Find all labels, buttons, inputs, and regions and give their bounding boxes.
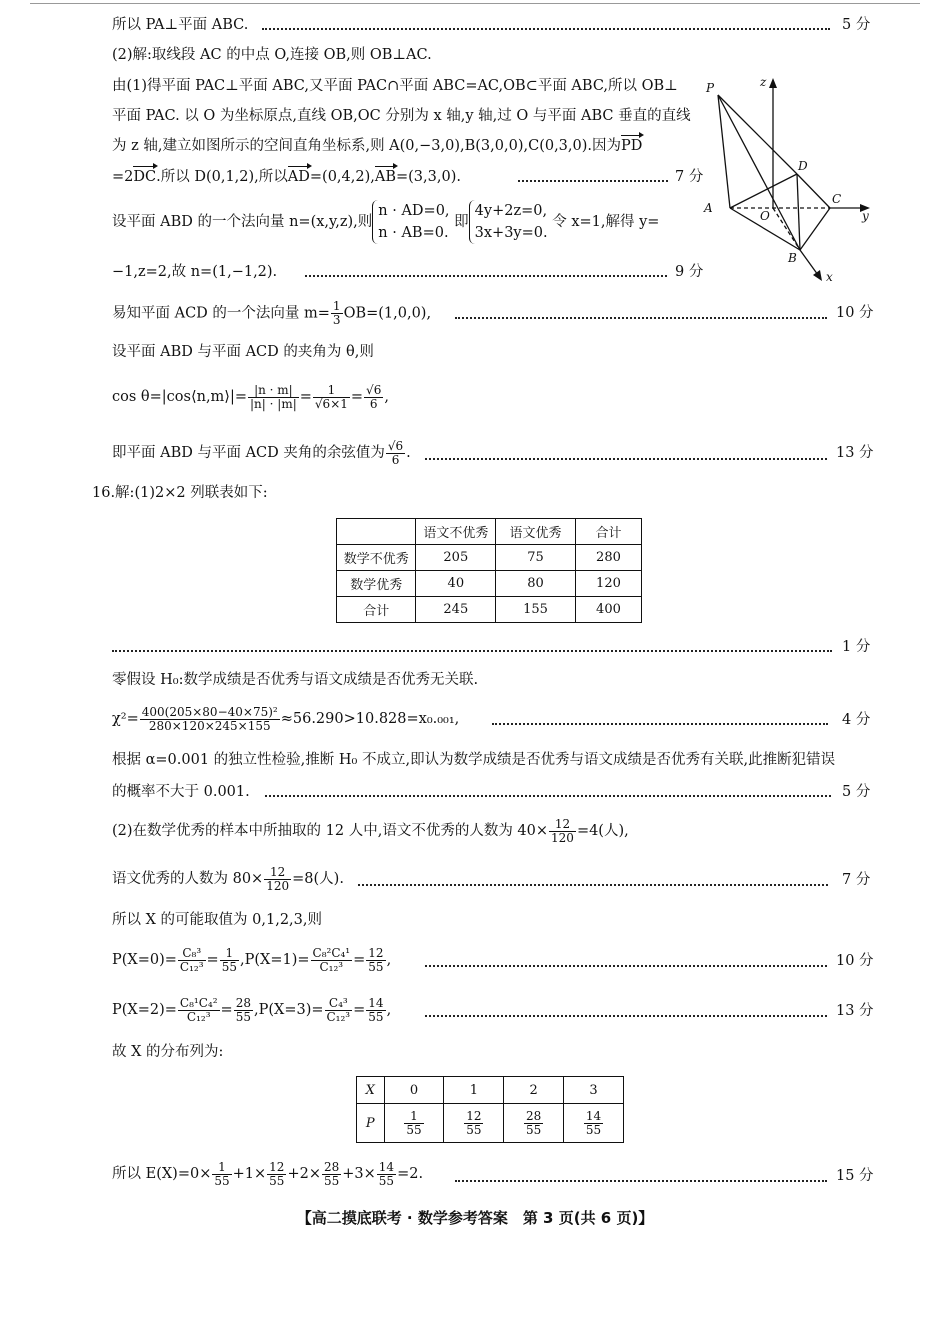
table-cell: [444, 1104, 504, 1143]
fraction: [366, 997, 385, 1024]
equation-system-1: [372, 200, 449, 244]
text: (2)在数学优秀的样本中所抽取的 12 人中,语文不优秀的人数为 40×: [112, 823, 549, 839]
denominator: 3: [332, 313, 341, 327]
line-pa-perp: 所以 PA⊥平面 ABC.: [112, 17, 249, 33]
fraction: [220, 947, 239, 974]
denominator: 55: [526, 1122, 542, 1137]
line-hypothesis: 零假设 H₀:数学成绩是否优秀与语文成绩是否优秀无关联.: [112, 672, 479, 688]
dot-leader: [492, 723, 828, 725]
score-7: 7 分: [675, 169, 704, 185]
score-7b: 7 分: [842, 872, 871, 888]
line-cos-result: 即平面 ABD 与平面 ACD 夹角的余弦值为 $\frac{√6}{6}$ .: [112, 438, 411, 467]
table-cell: 3: [564, 1077, 624, 1104]
table-row-x: [357, 1077, 624, 1104]
table-cell: 400: [575, 597, 641, 623]
label-d: D: [798, 159, 808, 173]
line-points: [112, 136, 642, 156]
fraction: [267, 1161, 286, 1188]
line-chi-square: [112, 704, 459, 734]
line-p23: P(X=2)= $\frac{\text{C₈¹C₄²}}{\text{C₁₂³}}$ = $\frac{28}{55}$ ,P(X=3)= $\frac{\text{C₄³}}{\text{C₁₂³}}$ = $\frac{14}{55}$ ,: [112, 995, 392, 1024]
distribution-table: [356, 1076, 624, 1143]
score-5b: 5 分: [842, 784, 871, 800]
text: cos θ=|cos⟨n,m⟩|=: [112, 389, 248, 405]
numerator: C₈¹C₄²: [179, 995, 218, 1010]
fraction: [140, 706, 280, 733]
table-cell: [384, 1104, 444, 1143]
line-coordinate: 平面 PAC. 以 O 为坐标原点,直线 OB,OC 分别为 x 轴,y 轴,过 O 与平面 ABC 垂直的直线: [112, 108, 691, 124]
numerator: |n · m|: [248, 384, 299, 398]
table-cell: 205: [416, 545, 496, 571]
fraction: [331, 300, 343, 327]
denominator: 55: [269, 1173, 285, 1188]
line-p01: P(X=0)= $\frac{\text{C₈³}}{\text{C₁₂³}}$ = $\frac{1}{55}$ ,P(X=1)= $\frac{\text{C₈²C₄¹}}{\text{C₁₂³}}$ = $\frac{12}{55}$ ,: [112, 945, 392, 974]
line-sample-1: [112, 816, 629, 846]
denominator: 55: [585, 1122, 602, 1137]
vector-eq-text: .所以 D(0,1,2),所以: [156, 169, 288, 185]
dot-leader: [425, 965, 827, 967]
fraction: [264, 866, 291, 893]
numerator: 28: [235, 995, 251, 1010]
fraction: [178, 997, 220, 1024]
numerator: 14: [585, 1108, 602, 1123]
points-text: 为 z 轴,建立如图所示的空间直角坐标系,则 A(0,−3,0),B(3,0,0),C(0,3,0).因为: [112, 138, 622, 154]
table-cell: 1: [444, 1077, 504, 1104]
numerator: √6: [366, 382, 382, 397]
numerator: 1: [212, 1161, 231, 1175]
line-plane-perp: 由(1)得平面 PAC⊥平面 ABC,又平面 PAC∩平面 ABC=AC,OB⊂平面 ABC,所以 OB⊥: [112, 78, 678, 94]
fraction: [248, 384, 299, 411]
denominator: 55: [368, 1009, 384, 1024]
denominator: 55: [466, 1122, 482, 1137]
fraction: [366, 947, 385, 974]
numerator: 12: [466, 1108, 482, 1123]
dot-leader: [265, 795, 831, 797]
table-header-row: [337, 519, 642, 545]
numerator: 1: [220, 947, 239, 961]
line-q16: 16.解:(1)2×2 列联表如下:: [92, 485, 268, 501]
numerator: 28: [526, 1108, 542, 1123]
table-cell: 数学优秀: [337, 571, 416, 597]
text: 即平面 ABD 与平面 ACD 夹角的余弦值为: [112, 445, 385, 461]
table-cell: 155: [496, 597, 576, 623]
table-cell: 280: [575, 545, 641, 571]
fraction: [311, 947, 353, 974]
text: P(X=0)=: [112, 952, 177, 968]
table-cell: 80: [496, 571, 576, 597]
table-cell: 合计: [337, 597, 416, 623]
page-footer: 【高二摸底联考 · 数学参考答案 第 3 页(共 6 页)】: [296, 1209, 654, 1227]
label-x: x: [826, 270, 833, 284]
dot-leader: [425, 458, 827, 460]
numerator: 12: [368, 945, 384, 960]
denominator: C₁₂³: [186, 1009, 211, 1024]
numerator: C₈³: [178, 947, 206, 961]
label-c: C: [832, 192, 842, 206]
dot-leader: [358, 884, 828, 886]
table-row-p: [357, 1104, 624, 1143]
text: +3×: [342, 1166, 376, 1182]
vector-dc: DC: [133, 169, 157, 185]
line-sample-2: [112, 864, 344, 894]
table-cell: 语文优秀: [496, 519, 576, 545]
dot-leader: [455, 317, 827, 319]
denominator: 6: [369, 396, 378, 411]
table-cell: 合计: [575, 519, 641, 545]
table-cell: 75: [496, 545, 576, 571]
line-expectation: [112, 1158, 423, 1190]
table-row: [337, 571, 642, 597]
score-1: 1 分: [842, 639, 871, 655]
axis-x: [800, 250, 818, 275]
text: ,P(X=1)=: [239, 952, 310, 968]
denominator: √6×1: [314, 396, 348, 411]
equation-system-2: [469, 200, 548, 244]
arrow-x: [813, 270, 822, 281]
text: +1×: [232, 1166, 267, 1182]
eq-line: n · AB=0.: [378, 225, 449, 241]
score-15: 15 分: [836, 1168, 874, 1184]
score-10: 10 分: [836, 305, 874, 321]
fraction: [325, 997, 353, 1024]
edge-pd: [718, 95, 797, 174]
line-normal-m: [112, 300, 431, 327]
text: ≈56.290>10.828=x₀.₀₀₁,: [280, 711, 460, 727]
numerator: 1: [332, 299, 341, 313]
numerator: 12: [264, 866, 291, 880]
denominator: 55: [368, 959, 384, 974]
dot-leader: [305, 275, 667, 277]
edge-ad: [730, 174, 797, 208]
eq-line: 3x+3y=0.: [474, 225, 548, 241]
table-cell: [564, 1104, 624, 1143]
label-b: B: [788, 251, 797, 265]
denominator: C₁₂³: [179, 959, 204, 974]
vector-eq-text: =2: [112, 169, 134, 185]
denominator: 55: [214, 1173, 230, 1188]
label-a: A: [704, 201, 713, 215]
denominator: 55: [323, 1173, 340, 1188]
numerator: C₄³: [325, 997, 353, 1011]
fraction: [584, 1110, 603, 1137]
table-cell: [337, 519, 416, 545]
table-cell: 0: [384, 1077, 444, 1104]
table-cell: 2: [504, 1077, 564, 1104]
text: χ²=: [112, 711, 139, 727]
denominator: 55: [378, 1173, 395, 1188]
dot-leader: [518, 180, 668, 182]
segment-ob: [773, 208, 800, 250]
score-5: 5 分: [842, 17, 871, 33]
denominator: C₁₂³: [319, 959, 344, 974]
text: 语文优秀的人数为 80×: [112, 871, 264, 887]
text: =4(人),: [576, 823, 629, 839]
fraction: [377, 1161, 396, 1188]
fraction: [322, 1161, 341, 1188]
top-rule: [30, 3, 920, 4]
table-cell: 245: [416, 597, 496, 623]
line-cos: cos θ=|cos⟨n,m⟩|= $\frac{|n \cdot m|}{|n| \cdot |m|}$ = $\frac{1}{√6\times 1}$ = $\frac{√6}{6}$ ,: [112, 382, 389, 411]
numerator: 14: [368, 995, 384, 1010]
eq-line: n · AD=0,: [378, 203, 450, 219]
line-vectors: [112, 167, 461, 187]
fraction: [313, 384, 350, 411]
normal-text: 设平面 ABD 的一个法向量 n=(x,y,z),则: [112, 214, 373, 230]
numerator: 400(205×80−40×75)²: [141, 704, 278, 719]
table-row: [337, 597, 642, 623]
fraction: [404, 1110, 423, 1137]
denominator: |n| · |m|: [250, 396, 297, 411]
line-n-result: −1,z=2,故 n=(1,−1,2).: [112, 264, 278, 280]
numerator: 14: [378, 1159, 395, 1174]
numerator: 12: [549, 818, 576, 832]
label-p: P: [706, 81, 715, 95]
fraction: [464, 1110, 483, 1137]
edge-pb: [718, 95, 800, 250]
table-cell: 语文不优秀: [416, 519, 496, 545]
score-13b: 13 分: [836, 1003, 874, 1019]
fraction: [549, 818, 576, 845]
denominator: 120: [266, 878, 290, 893]
table-cell: [504, 1104, 564, 1143]
label-z: z: [760, 75, 767, 89]
fraction: [212, 1161, 231, 1188]
fraction: [178, 947, 206, 974]
text: 所以 E(X)=0×: [112, 1166, 212, 1182]
text: +2×: [287, 1166, 321, 1182]
dot-leader: [425, 1015, 827, 1017]
table-cell: 数学不优秀: [337, 545, 416, 571]
vector-ab: AB: [374, 169, 396, 185]
vector-ad: AD: [287, 169, 310, 185]
label-y: y: [862, 209, 869, 223]
numerator: 1: [313, 384, 350, 398]
arrow-z: [769, 78, 777, 88]
line-angle: 设平面 ABD 与平面 ACD 的夹角为 θ,则: [112, 344, 374, 360]
edge-bc: [800, 208, 830, 250]
numerator: 1: [404, 1110, 423, 1124]
text: ,P(X=3)=: [253, 1002, 324, 1018]
table-cell: 120: [575, 571, 641, 597]
dot-leader: [112, 650, 832, 652]
denominator: C₁₂³: [326, 1009, 351, 1024]
line-x-values: 所以 X 的可能取值为 0,1,2,3,则: [112, 912, 322, 928]
normal-text: 即: [454, 214, 469, 230]
line-distribution: 故 X 的分布列为:: [112, 1044, 224, 1060]
text: =2.: [397, 1166, 424, 1182]
denominator: 55: [406, 1122, 422, 1137]
fraction: [234, 997, 253, 1024]
denominator: 120: [551, 830, 574, 845]
contingency-table: [336, 518, 642, 623]
label-o: O: [760, 209, 770, 223]
text: P(X=2)=: [112, 1002, 177, 1018]
numerator: 12: [269, 1159, 285, 1174]
pyramid-figure: [700, 70, 880, 285]
dot-leader: [262, 28, 830, 30]
normal-text: 令 x=1,解得 y=: [552, 214, 660, 230]
denominator: 55: [235, 1009, 251, 1024]
line-part2: (2)解:取线段 AC 的中点 O,连接 OB,则 OB⊥AC.: [112, 47, 432, 63]
fraction: [524, 1110, 543, 1137]
line-conclusion: 根据 α=0.001 的独立性检验,推断 H₀ 不成立,即认为数学成绩是否优秀与语文成绩是否优秀有关联,此推断犯错误: [112, 752, 836, 768]
edge-db: [797, 174, 800, 250]
line-probability: 的概率不大于 0.001.: [112, 784, 250, 800]
numerator: 28: [323, 1159, 340, 1174]
denominator: 55: [221, 959, 237, 974]
edge-dc: [797, 174, 830, 208]
score-9: 9 分: [675, 264, 704, 280]
fraction: [364, 384, 383, 411]
vector-eq-text: =(3,3,0).: [396, 169, 461, 185]
vector-eq-text: =(0,4,2),: [309, 169, 375, 185]
edge-pa: [718, 95, 730, 208]
text: =8(人).: [292, 871, 344, 887]
denominator: 6: [391, 452, 400, 467]
score-10b: 10 分: [836, 953, 874, 969]
text: OB=(1,0,0),: [343, 305, 432, 322]
table-cell: X: [357, 1077, 385, 1104]
score-13: 13 分: [836, 445, 874, 461]
numerator: √6: [387, 438, 404, 453]
dot-leader: [455, 1180, 827, 1182]
score-4: 4 分: [842, 712, 871, 728]
fraction: [386, 440, 405, 467]
table-cell: P: [357, 1104, 385, 1143]
vector-pd: PD: [621, 138, 643, 154]
numerator: C₈²C₄¹: [312, 945, 351, 960]
text: 易知平面 ACD 的一个法向量 m=: [112, 305, 330, 322]
line-normal-vector: [112, 200, 659, 244]
denominator: 280×120×245×155: [148, 718, 271, 733]
eq-line: 4y+2z=0,: [474, 203, 548, 219]
table-row: [337, 545, 642, 571]
table-cell: 40: [416, 571, 496, 597]
